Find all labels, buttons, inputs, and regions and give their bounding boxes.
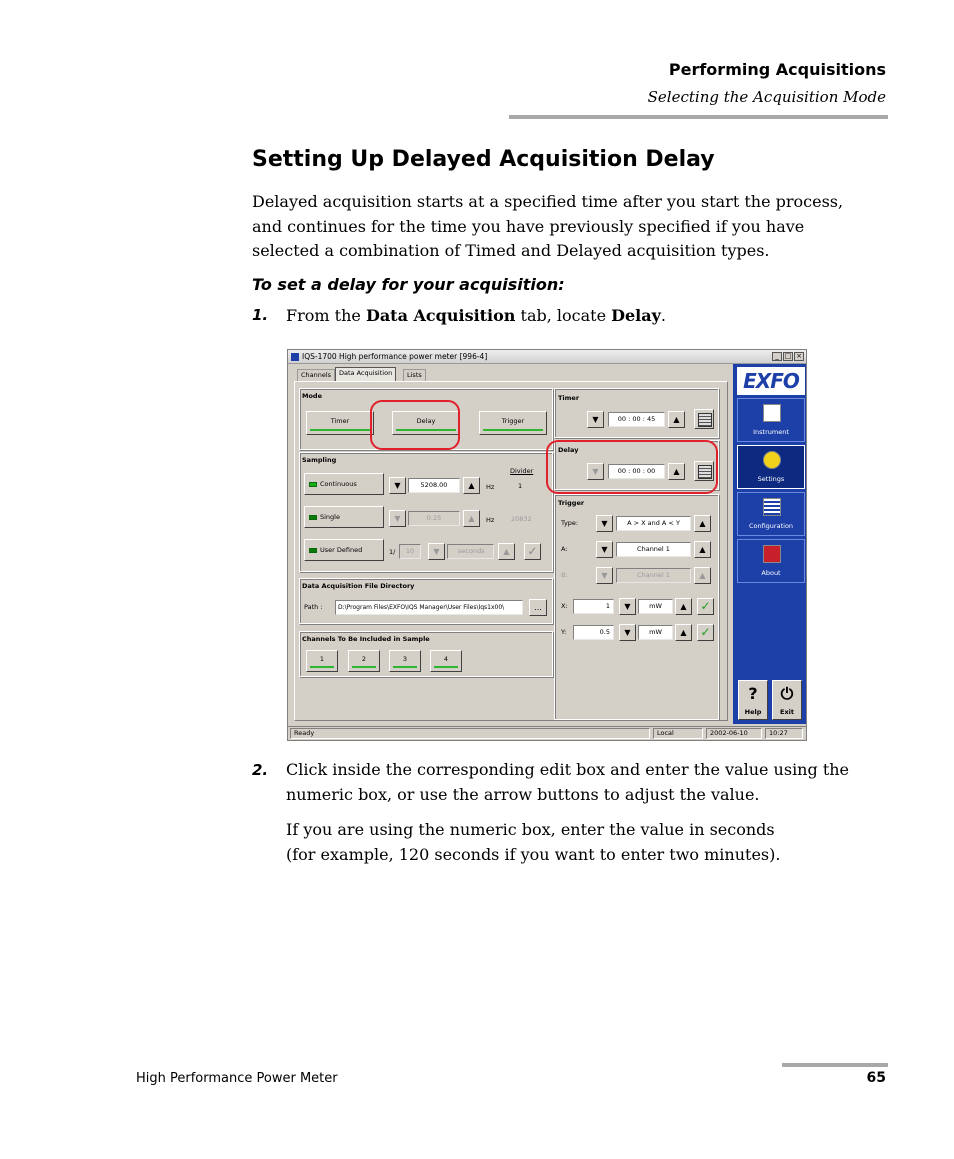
- status-time: 10:27: [765, 728, 803, 739]
- type-up-button[interactable]: ▲: [694, 515, 711, 532]
- channel-3-button[interactable]: [389, 650, 421, 672]
- single-label: Single: [320, 513, 340, 521]
- user-unit-field[interactable]: seconds: [447, 544, 494, 559]
- a-label: A:: [561, 545, 568, 553]
- section-title: Selecting the Acquisition Mode: [647, 88, 886, 106]
- maximize-icon[interactable]: □: [784, 352, 792, 360]
- highlight-circle-delay-button: [370, 400, 460, 450]
- status-bar: [288, 726, 806, 740]
- page-number: 65: [866, 1070, 886, 1086]
- step-1-post: .: [660, 306, 667, 325]
- channel-label: 3: [402, 655, 408, 663]
- mode-title: Mode: [302, 392, 322, 400]
- x-unit-down-button[interactable]: ▼: [619, 598, 636, 615]
- a-up-button[interactable]: ▲: [694, 541, 711, 558]
- instrument-label: Instrument: [753, 428, 789, 436]
- footer-title: High Performance Power Meter: [136, 1071, 338, 1086]
- configuration-icon: [763, 498, 781, 516]
- channel-indicator: [434, 666, 458, 668]
- type-field[interactable]: A > X and A < Y: [616, 516, 691, 531]
- status-ready: Ready: [290, 728, 650, 739]
- timer-down-button[interactable]: ▼: [587, 411, 604, 428]
- step-1-bold-tab: Data Acquisition: [365, 306, 516, 325]
- single-button[interactable]: [304, 506, 384, 528]
- status-date: 2002-06-10: [706, 728, 762, 739]
- tab-lists[interactable]: Lists: [403, 369, 426, 381]
- tab-channels[interactable]: Channels: [297, 369, 335, 381]
- settings-label: Settings: [757, 475, 785, 483]
- instrument-button[interactable]: [737, 398, 805, 442]
- close-icon[interactable]: ×: [794, 352, 804, 361]
- user-apply-check-icon[interactable]: ✓: [524, 543, 541, 560]
- delay-title: Delay: [558, 446, 579, 454]
- y-up-button[interactable]: ▲: [675, 624, 692, 641]
- single-down-button[interactable]: ▼: [389, 510, 406, 527]
- delay-label: Delay: [416, 417, 436, 425]
- power-icon: ⏻: [780, 684, 794, 703]
- hz-label: Hz: [486, 516, 495, 524]
- timer-up-button[interactable]: ▲: [668, 411, 685, 428]
- intro-line-3: selected a combination of Timed and Delayed acquisition types.: [252, 241, 770, 260]
- step-2-note-line-1: If you are using the numeric box, enter the value in seconds: [286, 820, 775, 839]
- procedure-title: To set a delay for your acquisition:: [252, 275, 565, 294]
- step-2-line-2: numeric box, or use the arrow buttons to adjust the value.: [286, 784, 760, 804]
- divider-label: Divider: [510, 467, 534, 475]
- channel-label: 1: [319, 655, 325, 663]
- y-unit-field[interactable]: mW: [638, 625, 673, 640]
- app-icon: [291, 353, 299, 361]
- led-icon: [309, 548, 317, 553]
- exfo-logo: EXFO: [737, 367, 805, 395]
- help-label: Help: [744, 708, 762, 716]
- minimize-icon[interactable]: _: [772, 352, 782, 361]
- step-1-bold-delay: Delay: [611, 306, 661, 325]
- user-defined-label: User Defined: [320, 546, 363, 554]
- x-up-button[interactable]: ▲: [675, 598, 692, 615]
- user-defined-button[interactable]: [304, 539, 384, 561]
- instrument-icon: [763, 404, 781, 422]
- single-up-button[interactable]: ▲: [463, 510, 480, 527]
- channel-4-button[interactable]: [430, 650, 462, 672]
- x-value-field[interactable]: 1: [573, 599, 614, 614]
- step-1-pre: From the: [286, 306, 366, 325]
- a-down-button[interactable]: ▼: [596, 541, 613, 558]
- step-2-line-1: Click inside the corresponding edit box and enter the value using the: [286, 760, 850, 779]
- y-label: Y:: [561, 628, 567, 636]
- channel-label: 4: [443, 655, 449, 663]
- exit-label: Exit: [780, 708, 794, 716]
- header-rule: [509, 115, 888, 119]
- divider-value: 1: [518, 482, 523, 490]
- app-screenshot: [287, 349, 807, 741]
- step-1-number: 1.: [252, 306, 269, 324]
- continuous-button[interactable]: [304, 473, 384, 495]
- tab-data-acquisition[interactable]: Data Acquisition: [335, 367, 396, 381]
- timer-panel: [554, 388, 719, 438]
- timer-value-field[interactable]: 00 : 00 : 45: [608, 412, 665, 427]
- page-heading: Setting Up Delayed Acquisition Delay: [252, 147, 715, 172]
- trigger-title: Trigger: [558, 499, 585, 507]
- hz-label: Hz: [486, 483, 495, 491]
- channel-indicator: [310, 666, 334, 668]
- trigger-label: Trigger: [501, 417, 525, 425]
- status-local: Local: [653, 728, 703, 739]
- intro-line-2: and continues for the time you have previously specified if you have: [252, 216, 805, 236]
- b-label: B:: [561, 571, 568, 579]
- highlight-circle-delay-panel: [546, 440, 718, 494]
- trigger-indicator: [483, 429, 543, 431]
- b-down-button[interactable]: ▼: [596, 567, 613, 584]
- y-unit-down-button[interactable]: ▼: [619, 624, 636, 641]
- continuous-down-button[interactable]: ▼: [389, 477, 406, 494]
- timer-button[interactable]: [306, 411, 374, 435]
- continuous-up-button[interactable]: ▲: [463, 477, 480, 494]
- configuration-label: Configuration: [748, 522, 794, 530]
- channels-title: Channels To Be Included in Sample: [302, 635, 430, 643]
- led-icon: [309, 515, 317, 520]
- continuous-value-field[interactable]: 5208.00: [408, 478, 460, 493]
- chapter-title: Performing Acquisitions: [668, 60, 886, 79]
- step-2-text: [286, 758, 886, 807]
- about-button[interactable]: [737, 539, 805, 583]
- browse-button[interactable]: ...: [529, 599, 547, 616]
- settings-gear-icon: [763, 451, 781, 469]
- timer-indicator: [310, 429, 370, 431]
- led-icon: [309, 482, 317, 487]
- footer-rule: [782, 1063, 888, 1067]
- window-title: IQS-1700 High performance power meter [996-4]: [302, 352, 488, 361]
- channel-label: 2: [361, 655, 367, 663]
- user-up-button[interactable]: ▲: [498, 543, 515, 560]
- divider-value: 20832: [511, 515, 532, 523]
- delay-down-button[interactable]: ▼: [587, 463, 604, 480]
- about-label: About: [761, 569, 781, 577]
- help-button[interactable]: [738, 680, 768, 720]
- step-1-mid: tab, locate: [515, 306, 612, 325]
- y-apply-check-icon[interactable]: ✓: [697, 624, 714, 641]
- channel-indicator: [352, 666, 376, 668]
- directory-title: Data Acquisition File Directory: [302, 582, 415, 590]
- window-titlebar: [288, 350, 806, 364]
- exit-button[interactable]: [772, 680, 802, 720]
- sampling-panel: [299, 452, 553, 572]
- channel-1-button[interactable]: [306, 650, 338, 672]
- a-field[interactable]: Channel 1: [616, 542, 691, 557]
- timer-label: Timer: [330, 417, 350, 425]
- b-field[interactable]: Channel 1: [616, 568, 691, 583]
- trigger-button[interactable]: [479, 411, 547, 435]
- path-field[interactable]: D:\Program Files\EXFO\IQS Manager\User Files\Iqs1x00\: [335, 600, 523, 615]
- delay-value-field[interactable]: 00 : 00 : 00: [608, 464, 665, 479]
- type-down-button[interactable]: ▼: [596, 515, 613, 532]
- intro-line-1: Delayed acquisition starts at a specified time after you start the process,: [252, 192, 844, 211]
- step-2-note: [286, 818, 886, 867]
- timer-calculator-icon[interactable]: [694, 409, 714, 429]
- user-value-field[interactable]: 10: [399, 544, 421, 559]
- about-book-icon: [763, 545, 781, 563]
- x-apply-check-icon[interactable]: ✓: [697, 598, 714, 615]
- channel-indicator: [393, 666, 417, 668]
- b-up-button[interactable]: ▲: [694, 567, 711, 584]
- continuous-label: Continuous: [320, 480, 357, 488]
- directory-panel: [299, 578, 553, 624]
- timer-title: Timer: [558, 394, 580, 402]
- configuration-button[interactable]: [737, 492, 805, 536]
- channel-2-button[interactable]: [348, 650, 380, 672]
- single-value-field[interactable]: 0.25: [408, 511, 460, 526]
- y-value-field[interactable]: 0.5: [573, 625, 614, 640]
- step-1-text: [286, 304, 886, 329]
- type-label: Type:: [561, 519, 579, 527]
- help-icon: ?: [748, 684, 758, 703]
- path-label: Path :: [304, 603, 323, 611]
- settings-button[interactable]: [737, 445, 805, 489]
- x-label: X:: [561, 602, 568, 610]
- user-unit-dropdown-button[interactable]: ▼: [428, 543, 445, 560]
- step-2-note-line-2: (for example, 120 seconds if you want to enter two minutes).: [286, 844, 781, 864]
- delay-up-button[interactable]: ▲: [668, 463, 685, 480]
- channels-panel: [299, 631, 553, 677]
- sampling-title: Sampling: [302, 456, 337, 464]
- x-unit-field[interactable]: mW: [638, 599, 673, 614]
- intro-paragraph: [252, 190, 872, 264]
- trigger-panel: [554, 494, 719, 720]
- one-over-label: 1/: [389, 548, 396, 556]
- step-2-number: 2.: [252, 761, 269, 779]
